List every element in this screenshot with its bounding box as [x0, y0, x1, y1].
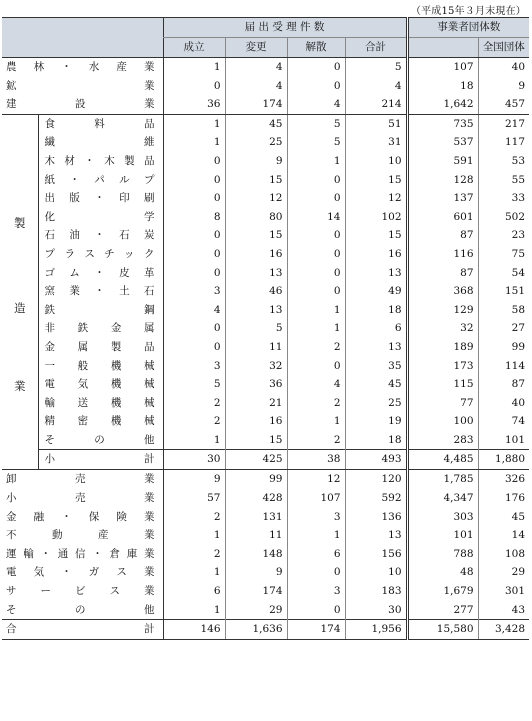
value-cell: 592 [345, 489, 407, 508]
value-cell: 8 [163, 208, 225, 227]
row-label: 紙・パルプ [38, 171, 163, 190]
value-cell: 5 [345, 58, 407, 77]
value-cell: 0 [287, 357, 345, 376]
table-row [2, 133, 529, 152]
value-cell: 301 [478, 582, 529, 601]
value-cell: 3 [163, 357, 225, 376]
value-cell: 12 [225, 189, 287, 208]
table-row [2, 95, 529, 114]
value-cell: 0 [287, 58, 345, 77]
value-cell: 0 [287, 226, 345, 245]
value-cell: 30 [163, 450, 225, 470]
value-cell: 3 [163, 282, 225, 301]
value-cell: 0 [287, 77, 345, 96]
subtotal-label: 小 計 [38, 450, 163, 470]
value-cell: 4,347 [407, 489, 478, 508]
value-cell: 53 [478, 152, 529, 171]
header-group-filings: 届 出 受 理 件 数 [163, 18, 407, 38]
value-cell: 735 [407, 114, 478, 133]
table-row [2, 394, 529, 413]
value-cell: 156 [345, 545, 407, 564]
row-label: 鉄 鋼 [38, 301, 163, 320]
value-cell: 15 [225, 171, 287, 190]
row-label: サービス業 [6, 585, 155, 598]
as-of-date-note: （平成15年３月末現在） [410, 6, 526, 17]
value-cell: 107 [407, 58, 478, 77]
table-row [2, 282, 529, 301]
value-cell: 0 [287, 601, 345, 620]
table-row [2, 171, 529, 190]
value-cell: 120 [345, 470, 407, 489]
value-cell: 48 [407, 563, 478, 582]
value-cell: 4 [225, 77, 287, 96]
value-cell: 25 [225, 133, 287, 152]
value-cell: 174 [225, 95, 287, 114]
value-cell: 27 [478, 319, 529, 338]
table-row [2, 58, 529, 77]
row-label: 電気機械 [38, 375, 163, 394]
value-cell: 36 [225, 375, 287, 394]
value-cell: 173 [407, 357, 478, 376]
table-row [2, 489, 529, 508]
table-row [2, 357, 529, 376]
value-cell: 0 [287, 563, 345, 582]
value-cell: 9 [225, 152, 287, 171]
value-cell: 0 [287, 282, 345, 301]
subtotal-row [2, 450, 529, 470]
header-corner-cell [2, 18, 163, 58]
value-cell: 1,956 [345, 620, 407, 640]
value-cell: 16 [225, 245, 287, 264]
value-cell: 77 [407, 394, 478, 413]
value-cell: 75 [478, 245, 529, 264]
value-cell: 4,485 [407, 450, 478, 470]
value-cell: 283 [407, 431, 478, 450]
value-cell: 13 [345, 264, 407, 283]
row-label: 食 料 品 [38, 114, 163, 133]
value-cell: 493 [345, 450, 407, 470]
value-cell: 1 [163, 526, 225, 545]
value-cell: 788 [407, 545, 478, 564]
row-label: 電気・ガス業 [6, 566, 155, 579]
value-cell: 2 [163, 394, 225, 413]
row-label: プラスチック [38, 245, 163, 264]
value-cell: 591 [407, 152, 478, 171]
value-cell: 176 [478, 489, 529, 508]
value-cell: 0 [287, 189, 345, 208]
value-cell: 23 [478, 226, 529, 245]
row-label: 合 計 [2, 620, 163, 640]
table-row [2, 208, 529, 227]
value-cell: 1 [163, 133, 225, 152]
row-label: 金融・保険業 [6, 510, 155, 523]
value-cell: 9 [478, 77, 529, 96]
value-cell: 128 [407, 171, 478, 190]
value-cell: 9 [163, 470, 225, 489]
value-cell: 131 [225, 508, 287, 527]
table-row [2, 545, 529, 564]
value-cell: 183 [345, 582, 407, 601]
header-col-changed: 変更 [225, 38, 287, 58]
value-cell: 1 [287, 526, 345, 545]
value-cell: 4 [287, 375, 345, 394]
row-label: 建 設 業 [2, 95, 163, 114]
value-cell: 18 [407, 77, 478, 96]
value-cell: 40 [478, 58, 529, 77]
row-label: 出版・印刷 [38, 189, 163, 208]
value-cell: 108 [478, 545, 529, 564]
value-cell: 87 [478, 375, 529, 394]
value-cell: 114 [478, 357, 529, 376]
header-col-established: 成立 [163, 38, 225, 58]
value-cell: 303 [407, 508, 478, 527]
table-row [2, 582, 529, 601]
value-cell: 0 [287, 171, 345, 190]
value-cell: 457 [478, 95, 529, 114]
row-label: 不 動 産 業 [6, 529, 155, 542]
value-cell: 102 [345, 208, 407, 227]
value-cell: 5 [287, 133, 345, 152]
value-cell: 55 [478, 171, 529, 190]
value-cell: 54 [478, 264, 529, 283]
value-cell: 502 [478, 208, 529, 227]
table-row [2, 508, 529, 527]
value-cell: 1,785 [407, 470, 478, 489]
value-cell: 0 [163, 226, 225, 245]
row-label: そ の 他 [6, 603, 155, 616]
value-cell: 1,679 [407, 582, 478, 601]
value-cell: 2 [163, 412, 225, 431]
value-cell: 326 [478, 470, 529, 489]
value-cell: 0 [163, 338, 225, 357]
value-cell: 11 [225, 526, 287, 545]
row-label: ゴム・皮革 [38, 264, 163, 283]
value-cell: 116 [407, 245, 478, 264]
row-label: 運輸・通信・倉庫業 [6, 547, 155, 560]
value-cell: 137 [407, 189, 478, 208]
value-cell: 214 [345, 95, 407, 114]
value-cell: 45 [225, 114, 287, 133]
table-row [2, 189, 529, 208]
value-cell: 31 [345, 133, 407, 152]
value-cell: 99 [478, 338, 529, 357]
value-cell: 36 [163, 95, 225, 114]
value-cell: 189 [407, 338, 478, 357]
table-row [2, 412, 529, 431]
value-cell: 0 [287, 245, 345, 264]
value-cell: 18 [345, 431, 407, 450]
manufacturing-group-label [2, 114, 38, 470]
value-cell: 174 [225, 582, 287, 601]
value-cell: 9 [225, 563, 287, 582]
value-cell: 46 [225, 282, 287, 301]
value-cell: 107 [287, 489, 345, 508]
value-cell: 2 [287, 338, 345, 357]
value-cell: 0 [163, 189, 225, 208]
filings-statistics-table [2, 17, 529, 640]
header-col-national: 全国団体 [478, 38, 529, 58]
value-cell: 5 [163, 375, 225, 394]
value-cell: 4 [345, 77, 407, 96]
value-cell: 0 [163, 264, 225, 283]
value-cell: 43 [478, 601, 529, 620]
table-row [2, 226, 529, 245]
header-col-blank [407, 38, 478, 58]
value-cell: 32 [407, 319, 478, 338]
value-cell: 148 [225, 545, 287, 564]
value-cell: 101 [407, 526, 478, 545]
value-cell: 15 [225, 226, 287, 245]
value-cell: 5 [287, 114, 345, 133]
value-cell: 1 [163, 563, 225, 582]
value-cell: 136 [345, 508, 407, 527]
value-cell: 16 [345, 245, 407, 264]
value-cell: 151 [478, 282, 529, 301]
value-cell: 29 [478, 563, 529, 582]
value-cell: 29 [225, 601, 287, 620]
value-cell: 12 [345, 189, 407, 208]
header-row-1 [2, 18, 529, 38]
value-cell: 45 [478, 508, 529, 527]
value-cell: 49 [345, 282, 407, 301]
table-row [2, 375, 529, 394]
value-cell: 6 [163, 582, 225, 601]
value-cell: 3 [287, 582, 345, 601]
value-cell: 38 [287, 450, 345, 470]
value-cell: 87 [407, 226, 478, 245]
row-label: 鉱 業 [6, 79, 155, 92]
value-cell: 5 [225, 319, 287, 338]
row-label: 一般機械 [38, 357, 163, 376]
row-label: 窯業・土石 [38, 282, 163, 301]
table-row [2, 152, 529, 171]
value-cell: 6 [345, 319, 407, 338]
table-row [2, 601, 529, 620]
row-label: 非 鉄 金 属 [38, 319, 163, 338]
value-cell: 21 [225, 394, 287, 413]
value-cell: 15 [345, 226, 407, 245]
row-label: 木材・木製品 [38, 152, 163, 171]
value-cell: 4 [287, 95, 345, 114]
value-cell: 1 [287, 301, 345, 320]
header-col-dissolved: 解散 [287, 38, 345, 58]
value-cell: 6 [287, 545, 345, 564]
row-label: そ の 他 [38, 431, 163, 450]
value-cell: 14 [287, 208, 345, 227]
header-group-associations: 事業者団体数 [407, 18, 529, 38]
value-cell: 11 [225, 338, 287, 357]
value-cell: 40 [478, 394, 529, 413]
value-cell: 1,636 [225, 620, 287, 640]
value-cell: 1 [163, 601, 225, 620]
total-row [2, 620, 529, 640]
value-cell: 1,642 [407, 95, 478, 114]
value-cell: 0 [163, 77, 225, 96]
value-cell: 217 [478, 114, 529, 133]
value-cell: 80 [225, 208, 287, 227]
value-cell: 0 [163, 319, 225, 338]
value-cell: 101 [478, 431, 529, 450]
value-cell: 277 [407, 601, 478, 620]
value-cell: 428 [225, 489, 287, 508]
table-row [2, 563, 529, 582]
value-cell: 1 [163, 431, 225, 450]
row-label: 金属製品 [38, 338, 163, 357]
value-cell: 1,880 [478, 450, 529, 470]
row-label: 石油・石炭 [38, 226, 163, 245]
value-cell: 15 [345, 171, 407, 190]
value-cell: 30 [345, 601, 407, 620]
row-label: 農林・水産業 [6, 61, 155, 73]
row-label: 小 売 業 [6, 492, 155, 505]
value-cell: 3 [287, 508, 345, 527]
value-cell: 1 [287, 152, 345, 171]
value-cell: 1 [287, 319, 345, 338]
value-cell: 15,580 [407, 620, 478, 640]
value-cell: 15 [225, 431, 287, 450]
value-cell: 129 [407, 301, 478, 320]
value-cell: 13 [345, 338, 407, 357]
value-cell: 1 [163, 114, 225, 133]
value-cell: 174 [287, 620, 345, 640]
row-label: 繊 維 [38, 133, 163, 152]
value-cell: 12 [287, 470, 345, 489]
value-cell: 0 [163, 152, 225, 171]
value-cell: 87 [407, 264, 478, 283]
table-row [2, 470, 529, 489]
value-cell: 368 [407, 282, 478, 301]
table-row [2, 114, 529, 133]
value-cell: 99 [225, 470, 287, 489]
row-label: 精密機械 [38, 412, 163, 431]
value-cell: 19 [345, 412, 407, 431]
value-cell: 146 [163, 620, 225, 640]
row-label: 化 学 [38, 208, 163, 227]
value-cell: 14 [478, 526, 529, 545]
value-cell: 57 [163, 489, 225, 508]
value-cell: 1 [163, 58, 225, 77]
manufacturing-label-char: 製 [14, 216, 26, 231]
value-cell: 45 [345, 375, 407, 394]
value-cell: 33 [478, 189, 529, 208]
table-row [2, 319, 529, 338]
table-row [2, 301, 529, 320]
value-cell: 1 [287, 412, 345, 431]
table-row [2, 77, 529, 96]
value-cell: 2 [163, 545, 225, 564]
row-label: 卸 売 業 [6, 473, 155, 486]
value-cell: 58 [478, 301, 529, 320]
table-row [2, 264, 529, 283]
value-cell: 537 [407, 133, 478, 152]
value-cell: 2 [163, 508, 225, 527]
value-cell: 2 [287, 394, 345, 413]
value-cell: 10 [345, 563, 407, 582]
value-cell: 117 [478, 133, 529, 152]
value-cell: 13 [345, 526, 407, 545]
value-cell: 601 [407, 208, 478, 227]
table-row [2, 526, 529, 545]
value-cell: 0 [163, 245, 225, 264]
manufacturing-label-char: 造 [14, 301, 26, 316]
header-col-total: 合計 [345, 38, 407, 58]
value-cell: 0 [163, 171, 225, 190]
value-cell: 35 [345, 357, 407, 376]
value-cell: 3,428 [478, 620, 529, 640]
row-label: 輸送機械 [38, 394, 163, 413]
value-cell: 115 [407, 375, 478, 394]
value-cell: 13 [225, 264, 287, 283]
value-cell: 25 [345, 394, 407, 413]
value-cell: 16 [225, 412, 287, 431]
value-cell: 51 [345, 114, 407, 133]
value-cell: 13 [225, 301, 287, 320]
manufacturing-label-char: 業 [14, 379, 26, 394]
value-cell: 74 [478, 412, 529, 431]
table-row [2, 338, 529, 357]
value-cell: 425 [225, 450, 287, 470]
value-cell: 4 [163, 301, 225, 320]
value-cell: 4 [225, 58, 287, 77]
value-cell: 10 [345, 152, 407, 171]
value-cell: 32 [225, 357, 287, 376]
value-cell: 0 [287, 264, 345, 283]
value-cell: 18 [345, 301, 407, 320]
value-cell: 100 [407, 412, 478, 431]
value-cell: 2 [287, 431, 345, 450]
table-row [2, 245, 529, 264]
table-row [2, 431, 529, 450]
